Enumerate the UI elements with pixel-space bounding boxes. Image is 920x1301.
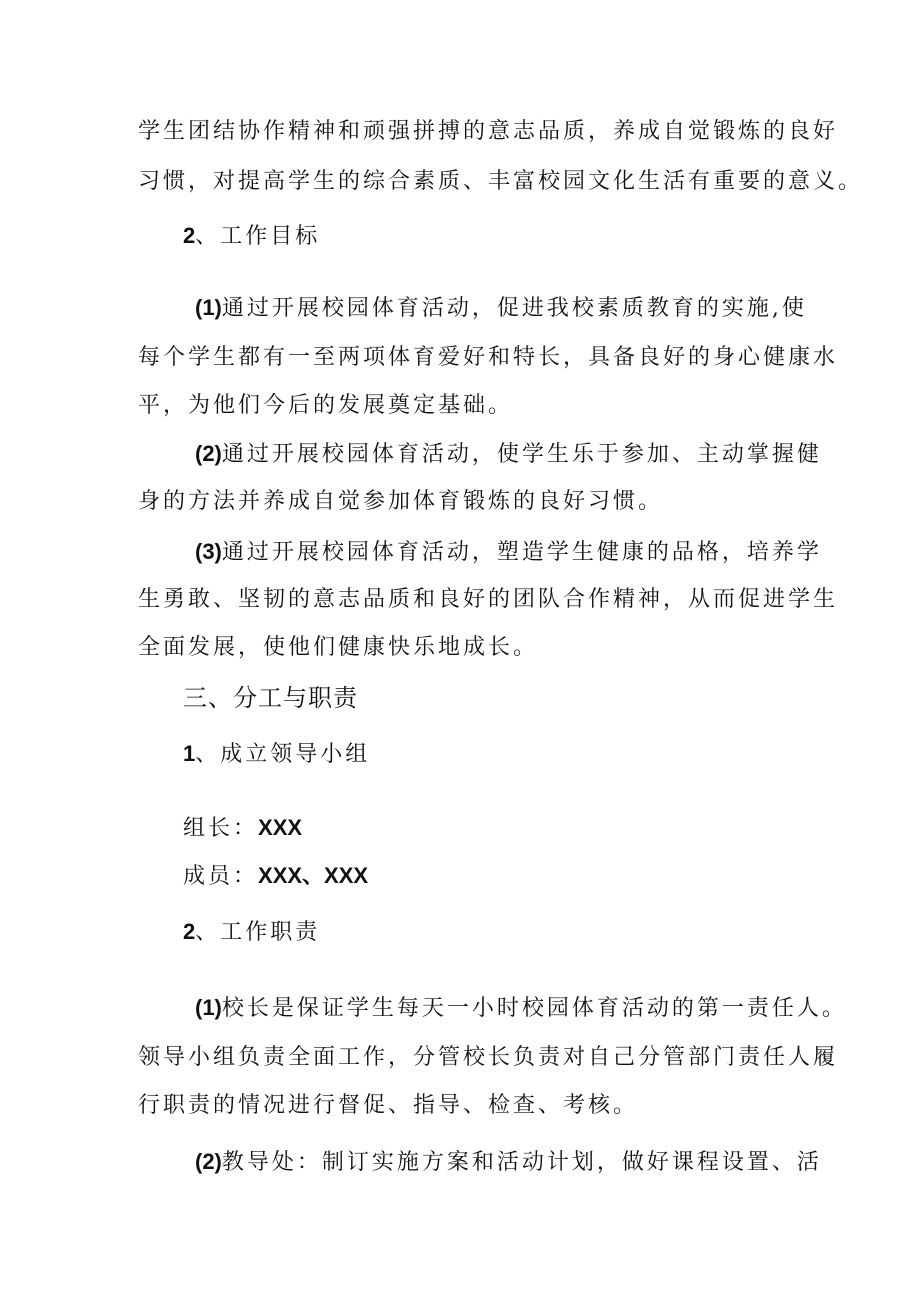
members-label: 成员： [183, 864, 259, 889]
sub-1-text: 、成立领导小组 [195, 742, 371, 767]
members-line [183, 862, 368, 891]
intro-line-2: 习惯，对提高学生的综合素质、丰富校园文化生活有重要的意义。 [138, 169, 864, 194]
goals-heading-number: 2 [183, 223, 196, 248]
duty-2-number: (2) [195, 1149, 222, 1174]
leader-line [183, 814, 302, 843]
goal-1-line-1 [195, 294, 807, 323]
section-3-sub-2 [183, 918, 320, 947]
sub-2-number: 2 [183, 919, 196, 944]
goal-3-number: (3) [195, 539, 222, 564]
section-3-sub-1 [183, 740, 370, 769]
duty-1-line-1 [195, 994, 847, 1023]
goal-1-line-2: 每个学生都有一至两项体育爱好和特长，具备良好的身心健康水 [138, 345, 839, 370]
goal-1-text-1: 通过开展校园体育活动，促进我校素质教育的实施,使 [221, 296, 807, 321]
duty-1-number: (1) [195, 995, 222, 1020]
goal-2-line-2: 身的方法并养成自觉参加体育锻炼的良好习惯。 [138, 489, 664, 514]
leader-label: 组长： [183, 816, 259, 841]
sub-2-text: 、工作职责 [195, 920, 321, 945]
duty-2-text-1: 教导处：制订实施方案和活动计划，做好课程设置、活 [221, 1150, 822, 1175]
duty-1-text-1: 校长是保证学生每天一小时校园体育活动的第一责任人。 [221, 996, 847, 1021]
duty-2-line-1 [195, 1148, 822, 1177]
goal-3-line-1 [195, 538, 822, 567]
goals-heading-text: 、工作目标 [195, 224, 321, 249]
goals-heading [183, 222, 320, 251]
duty-1-line-2: 领导小组负责全面工作，分管校长负责对自己分管部门责任人履 [138, 1045, 839, 1070]
goal-3-line-3: 全面发展，使他们健康快乐地成长。 [138, 635, 539, 660]
members-value: XXX、XXX [258, 863, 369, 888]
section-3-title: 三、分工与职责 [183, 684, 358, 712]
sub-1-number: 1 [183, 741, 196, 766]
goal-1-line-3: 平，为他们今后的发展奠定基础。 [138, 393, 514, 418]
duty-1-line-3: 行职责的情况进行督促、指导、检查、考核。 [138, 1093, 639, 1118]
goal-3-line-2: 生勇敢、坚韧的意志品质和良好的团队合作精神，从而促进学生 [138, 587, 839, 612]
goal-2-text-1: 通过开展校园体育活动，使学生乐于参加、主动掌握健 [221, 442, 822, 467]
intro-line-1: 学生团结协作精神和顽强拼搏的意志品质，养成自觉锻炼的良好 [138, 119, 839, 144]
leader-value: XXX [258, 815, 303, 840]
goal-1-number: (1) [195, 295, 222, 320]
goal-3-text-1: 通过开展校园体育活动，塑造学生健康的品格，培养学 [221, 540, 822, 565]
goal-2-number: (2) [195, 441, 222, 466]
goal-2-line-1 [195, 440, 822, 469]
